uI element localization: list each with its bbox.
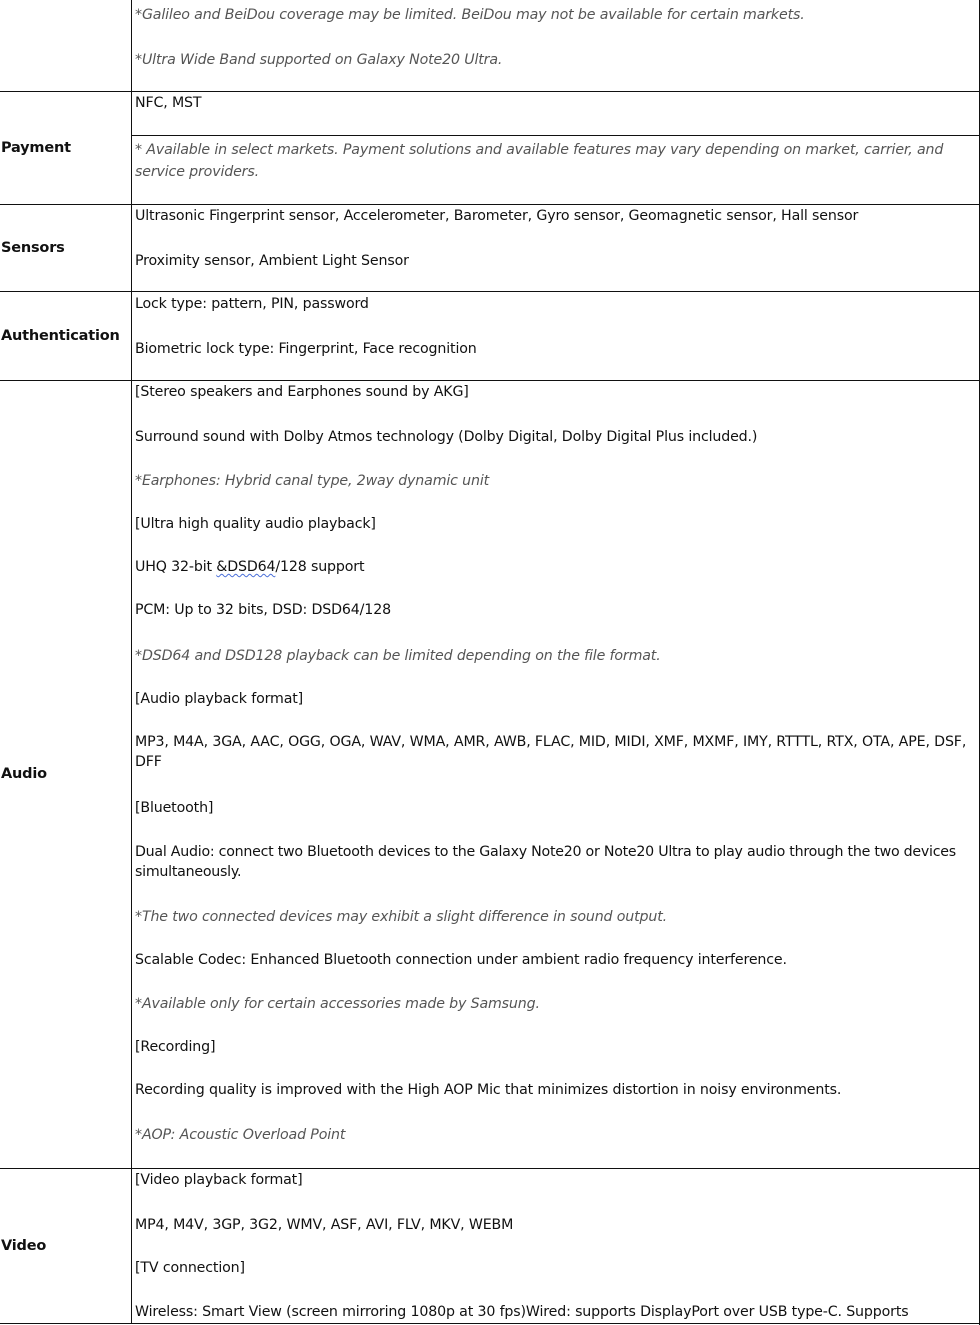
row-payment	[0, 91, 980, 205]
audio-heading-uhq: [Ultra high quality audio playback]	[135, 516, 376, 532]
audio-uhq-support	[135, 557, 980, 577]
audio-recording-quality: Recording quality is improved with the High AOP Mic that minimizes distortion in noisy environments.	[135, 1082, 842, 1098]
row-authentication	[0, 291, 980, 381]
uwb-note: *Ultra Wide Band supported on Galaxy Note20 Ultra.	[135, 52, 503, 68]
payment-value: NFC, MST	[135, 95, 202, 111]
audio-heading-bluetooth: [Bluetooth]	[135, 800, 214, 816]
audio-pcm: PCM: Up to 32 bits, DSD: DSD64/128	[135, 602, 391, 618]
sensors-line-2: Proximity sensor, Ambient Light Sensor	[135, 253, 409, 269]
audio-aop-note: *AOP: Acoustic Overload Point	[135, 1127, 346, 1143]
row-positioning-notes	[0, 0, 980, 92]
video-heading-format: [Video playback format]	[135, 1172, 303, 1188]
audio-samsung-note: *Available only for certain accessories made by Samsung.	[135, 996, 540, 1012]
audio-dolby: Surround sound with Dolby Atmos technology (Dolby Digital, Dolby Digital Plus included.)	[135, 429, 758, 445]
audio-heading-akg: [Stereo speakers and Earphones sound by AKG]	[135, 384, 469, 400]
video-formats: MP4, M4V, 3GP, 3G2, WMV, ASF, AVI, FLV, MKV, WEBM	[135, 1217, 514, 1233]
audio-uhq-dsd: &DSD64	[216, 559, 276, 575]
audio-earphones-note: *Earphones: Hybrid canal type, 2way dynamic unit	[135, 473, 490, 489]
sensors-label: Sensors	[1, 239, 65, 256]
video-heading-tv: [TV connection]	[135, 1260, 245, 1276]
audio-uhq-suffix: /128 support	[275, 559, 365, 575]
payment-label: Payment	[1, 139, 71, 156]
audio-heading-format: [Audio playback format]	[135, 691, 304, 707]
audio-dual-audio: Dual Audio: connect two Bluetooth devices to the Galaxy Note20 or Note20 Ultra to play audio through the two devices simultaneously.	[135, 844, 956, 880]
sensors-line-1: Ultrasonic Fingerprint sensor, Accelerometer, Barometer, Gyro sensor, Geomagnetic sensor, Hall sensor	[135, 208, 859, 224]
audio-label: Audio	[1, 766, 47, 782]
galileo-note: *Galileo and BeiDou coverage may be limited. BeiDou may not be available for certain markets.	[135, 7, 805, 23]
audio-dual-note: *The two connected devices may exhibit a slight difference in sound output.	[135, 909, 668, 925]
row-sensors	[0, 204, 980, 292]
row-video	[0, 1168, 980, 1324]
audio-heading-recording: [Recording]	[135, 1039, 216, 1055]
audio-dsd-note: *DSD64 and DSD128 playback can be limited depending on the file format.	[135, 648, 661, 664]
audio-uhq-prefix: UHQ 32-bit	[135, 559, 217, 575]
video-label: Video	[1, 1237, 47, 1254]
payment-note: * Available in select markets. Payment solutions and available features may vary depending on market, carrier, and service providers.	[135, 142, 944, 180]
authentication-label: Authentication	[1, 327, 120, 344]
audio-formats: MP3, M4A, 3GA, AAC, OGG, OGA, WAV, WMA, AMR, AWB, FLAC, MID, MIDI, XMF, MXMF, IMY, RTTTL, RTX, OTA, APE, DSF, DFF	[135, 734, 967, 770]
audio-scalable-codec: Scalable Codec: Enhanced Bluetooth connection under ambient radio frequency interference.	[135, 952, 787, 968]
authentication-line-1: Lock type: pattern, PIN, password	[135, 296, 369, 312]
row-audio	[0, 380, 980, 1169]
authentication-line-2: Biometric lock type: Fingerprint, Face recognition	[135, 341, 477, 357]
video-tv-connection: Wireless: Smart View (screen mirroring 1080p at 30 fps)Wired: supports DisplayPort over USB type-C. Supports	[135, 1304, 909, 1320]
